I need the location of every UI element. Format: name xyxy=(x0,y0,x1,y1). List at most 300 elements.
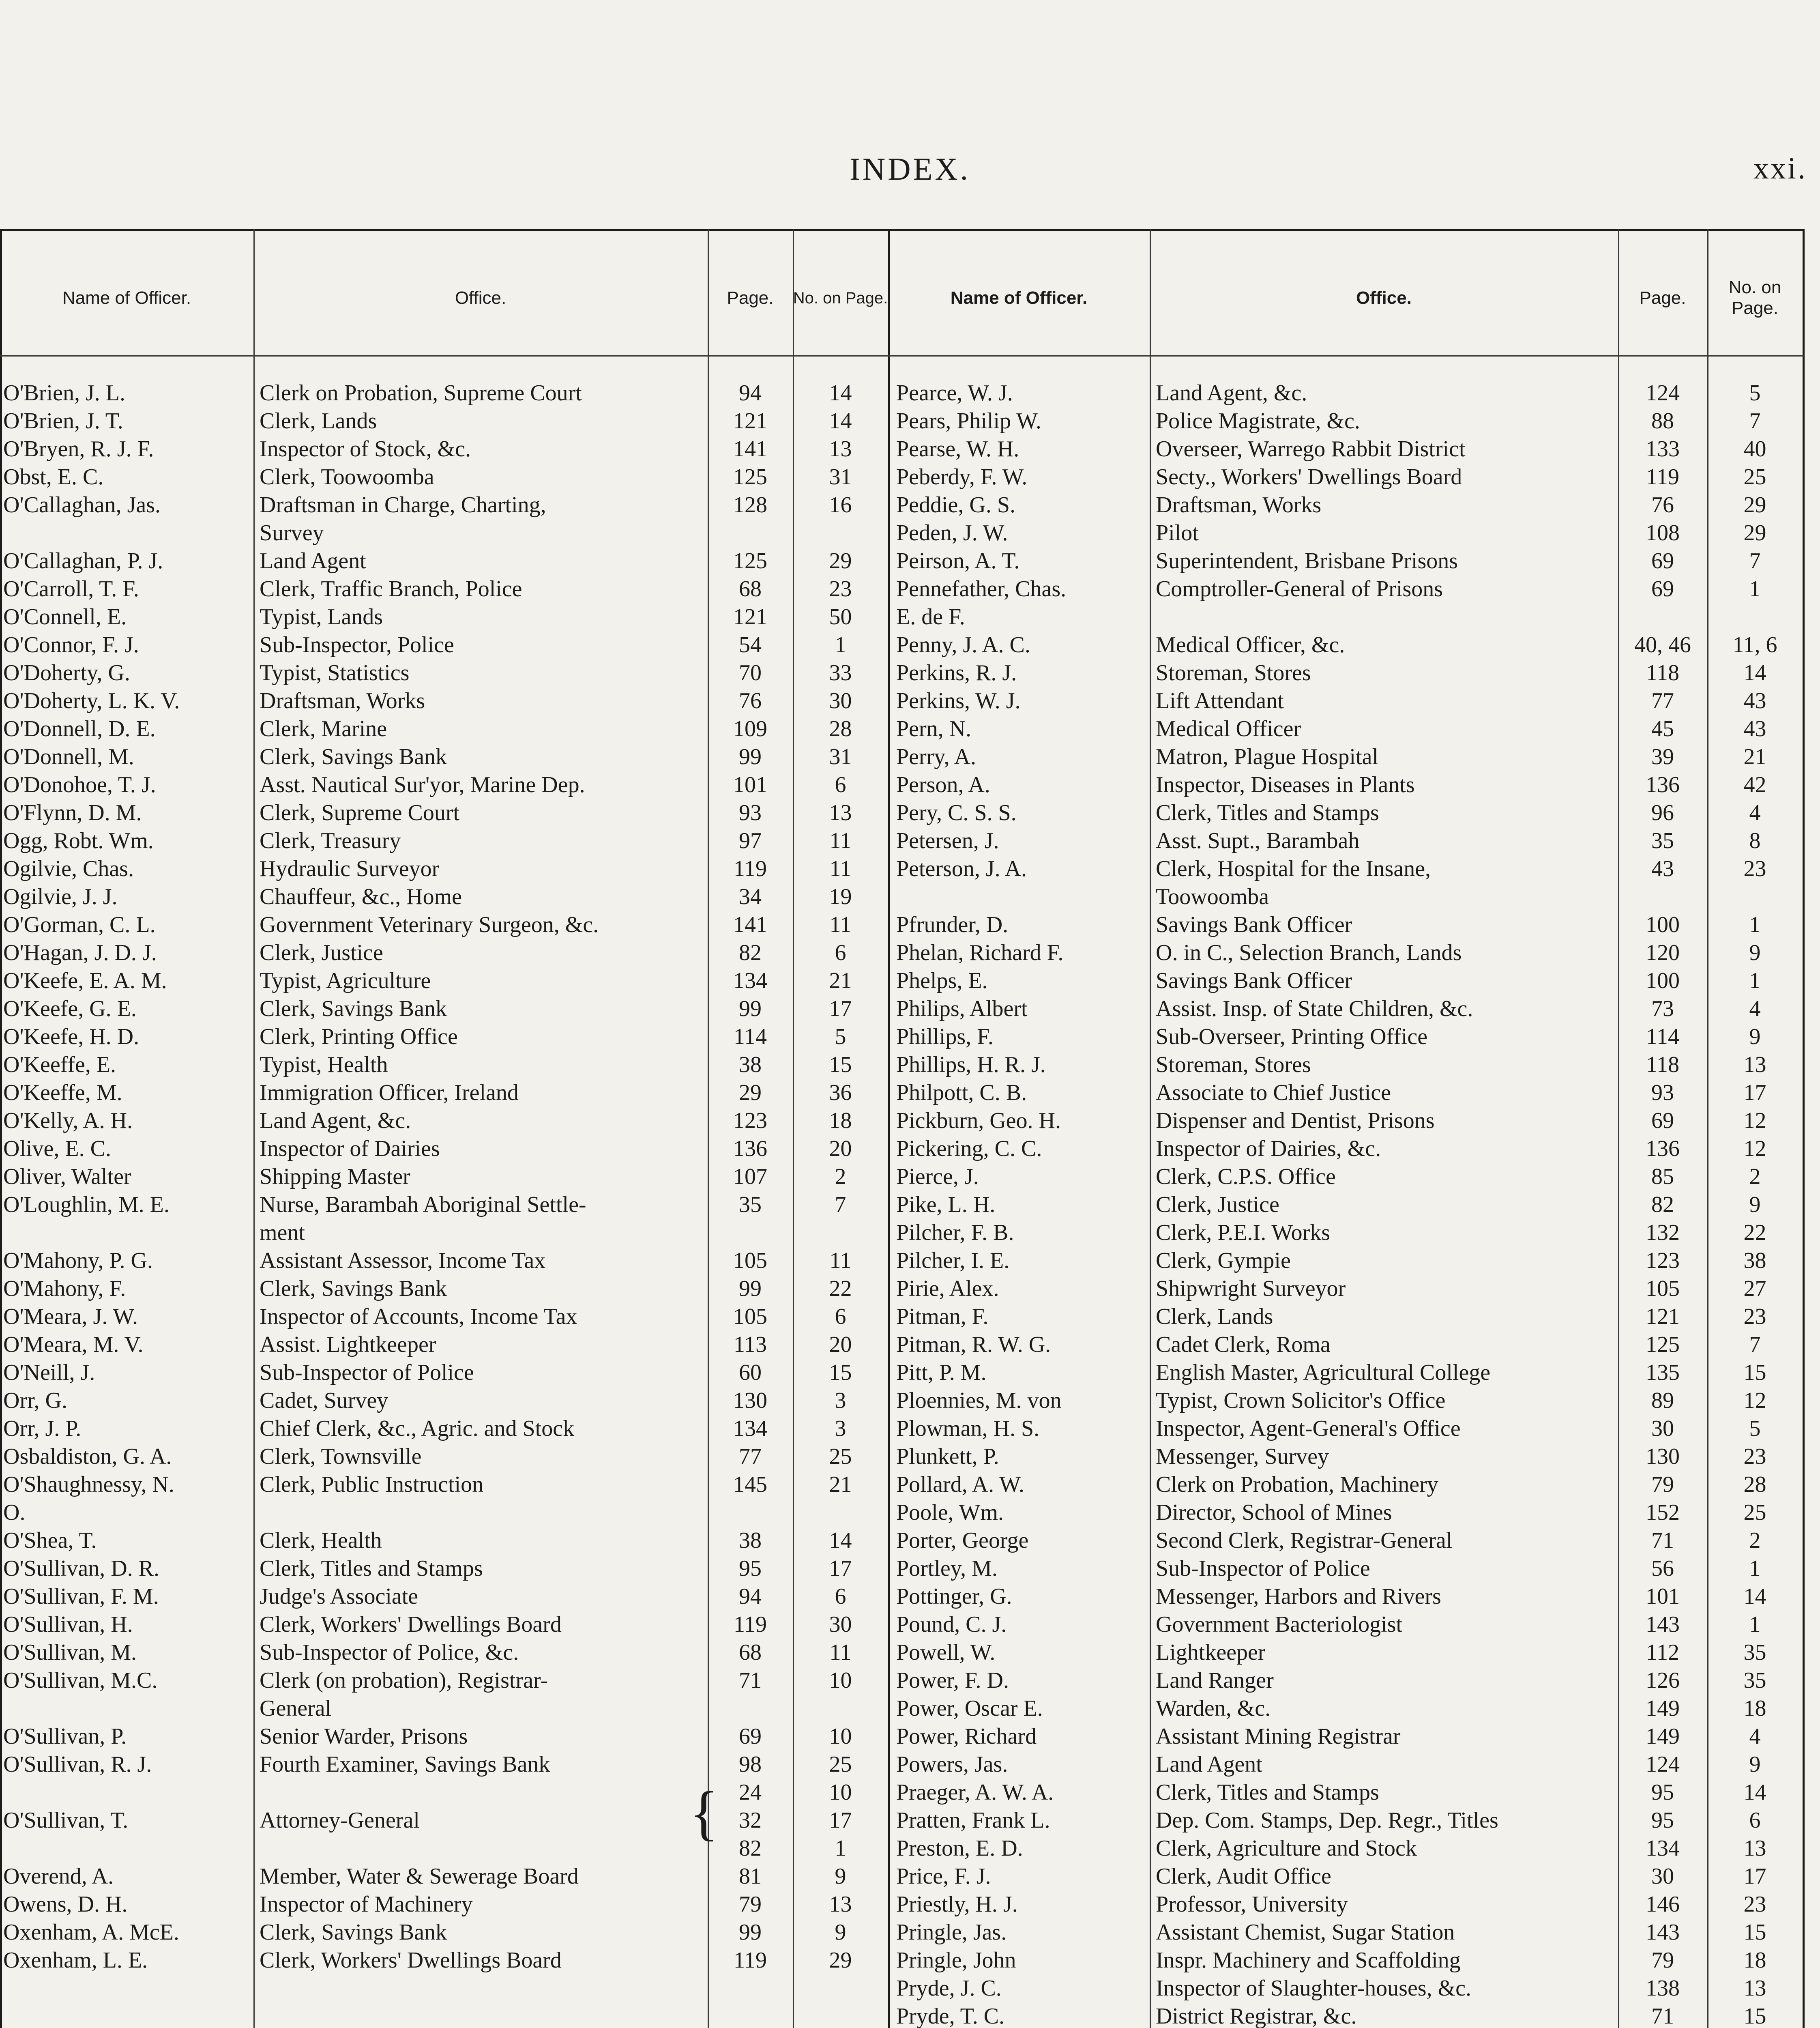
page-ref: 124 xyxy=(1646,380,1680,406)
officer-name: Ogg, Robt. Wm. xyxy=(3,828,154,853)
office-title: Superintendent, Brisbane Prisons xyxy=(1156,548,1458,574)
officer-name: Poole, Wm. xyxy=(896,1500,1004,1525)
entry-number: 40 xyxy=(1743,436,1766,462)
page-ref: 134 xyxy=(733,968,767,993)
office-title: Land Agent, &c. xyxy=(260,1108,411,1133)
entry-number: 4 xyxy=(1749,996,1761,1021)
entry-number: 21 xyxy=(829,1472,852,1497)
table-row xyxy=(0,1275,1804,1303)
officer-name: Pike, L. H. xyxy=(896,1192,996,1217)
page-ref: 95 xyxy=(1651,1808,1674,1833)
page-ref: 113 xyxy=(734,1332,767,1357)
entry-number: 27 xyxy=(1743,1276,1766,1301)
office-title: Draftsman in Charge, Charting, xyxy=(260,492,546,518)
table-row xyxy=(0,715,1804,743)
page-ref: 136 xyxy=(733,1136,767,1161)
officer-name: Petersen, J. xyxy=(896,828,999,853)
entry-number: 12 xyxy=(1743,1136,1766,1161)
table-row xyxy=(0,883,1804,911)
page-ref: 71 xyxy=(1651,1528,1674,1553)
header-no-on-page: No. on Page. xyxy=(793,289,888,307)
page-ref: 71 xyxy=(739,1668,762,1693)
entry-number: 25 xyxy=(1743,464,1766,490)
header-name-right: Name of Officer. xyxy=(950,288,1088,308)
office-title: Inspector of Dairies, &c. xyxy=(1156,1136,1381,1161)
officer-name: Philpott, C. B. xyxy=(896,1080,1027,1105)
entry-number: 23 xyxy=(829,576,852,602)
office-title: Cadet Clerk, Roma xyxy=(1156,1332,1331,1357)
table-row xyxy=(0,855,1804,883)
officer-name: O'Donohoe, T. J. xyxy=(3,772,156,797)
entry-number: 1 xyxy=(835,1836,846,1861)
table-row xyxy=(0,799,1804,827)
entry-number: 12 xyxy=(1743,1388,1766,1413)
entry-number: 1 xyxy=(1749,1556,1761,1581)
table-row xyxy=(0,1891,1804,1918)
officer-name: Oliver, Walter xyxy=(3,1164,131,1189)
officer-name: O'Shea, T. xyxy=(3,1528,97,1553)
entry-number: 23 xyxy=(1743,1304,1766,1329)
entry-number: 13 xyxy=(829,436,852,462)
officer-name: O'Keefe, E. A. M. xyxy=(3,968,167,993)
page-ref: 141 xyxy=(733,436,767,462)
officer-name: Olive, E. C. xyxy=(3,1136,111,1161)
office-title: General xyxy=(260,1696,332,1721)
officer-name: O. xyxy=(3,1500,26,1525)
officer-name: O'Brien, J. T. xyxy=(3,408,123,434)
page-ref: 105 xyxy=(1646,1276,1680,1301)
page-ref: 69 xyxy=(1651,1108,1674,1133)
office-title: Clerk, Health xyxy=(260,1528,382,1553)
officer-name: O'Doherty, L. K. V. xyxy=(3,688,180,713)
table-row xyxy=(0,995,1804,1023)
entry-number: 7 xyxy=(1749,408,1761,434)
entry-number: 11 xyxy=(829,1640,852,1665)
officer-name: O'Connell, E. xyxy=(3,604,127,629)
page-ref: 143 xyxy=(1646,1612,1680,1637)
entry-number: 21 xyxy=(1743,744,1766,769)
page-ref: 126 xyxy=(1646,1668,1680,1693)
entry-number: 11 xyxy=(829,1248,852,1273)
office-title: Lift Attendant xyxy=(1156,688,1284,713)
page-ref: 118 xyxy=(1646,660,1679,685)
table-row xyxy=(0,1695,1804,1723)
officer-name: Powell, W. xyxy=(896,1640,996,1665)
table-row xyxy=(0,1751,1804,1779)
office-title: Typist, Statistics xyxy=(260,660,410,685)
officer-name: O'Kelly, A. H. xyxy=(3,1108,133,1133)
page-ref: 68 xyxy=(739,1640,762,1665)
entry-number: 14 xyxy=(829,1528,852,1553)
page-ref: 71 xyxy=(1651,2004,1674,2028)
entry-number: 13 xyxy=(829,1892,852,1917)
officer-name: Ogilvie, Chas. xyxy=(3,856,134,881)
page-ref: 119 xyxy=(734,1612,767,1637)
entry-number: 6 xyxy=(835,1584,846,1609)
entry-number: 10 xyxy=(829,1668,852,1693)
office-title: Clerk, Agriculture and Stock xyxy=(1156,1836,1417,1861)
officer-name: Preston, E. D. xyxy=(896,1836,1023,1861)
page-ref: 99 xyxy=(739,1276,762,1301)
entry-number: 17 xyxy=(829,1808,852,1833)
page-ref: 82 xyxy=(739,1836,762,1861)
table-row xyxy=(0,1135,1804,1163)
entry-number: 30 xyxy=(829,1612,852,1637)
entry-number: 17 xyxy=(829,1556,852,1581)
page-ref: 112 xyxy=(1646,1640,1679,1665)
office-title: Director, School of Mines xyxy=(1156,1500,1392,1525)
officer-name: Pringle, John xyxy=(896,1948,1016,1973)
office-title: Police Magistrate, &c. xyxy=(1156,408,1360,434)
officer-name: O'Callaghan, P. J. xyxy=(3,548,163,574)
page-ref: 69 xyxy=(1651,548,1674,574)
officer-name: Pringle, Jas. xyxy=(896,1920,1007,1945)
entry-number: 14 xyxy=(1743,1780,1766,1805)
page-ref: 40, 46 xyxy=(1634,632,1691,657)
page-ref: 99 xyxy=(739,744,762,769)
page-ref: 97 xyxy=(739,828,762,853)
officer-name: Pennefather, Chas. xyxy=(896,576,1067,602)
entry-number: 5 xyxy=(1749,1416,1761,1441)
page-ref: 54 xyxy=(739,632,762,657)
officer-name: O'Sullivan, F. M. xyxy=(3,1584,159,1609)
entry-number: 9 xyxy=(1749,1024,1761,1049)
page-ref: 105 xyxy=(733,1248,767,1273)
office-title: Survey xyxy=(260,520,324,546)
entry-number: 22 xyxy=(1743,1220,1766,1245)
brace: { xyxy=(689,1779,719,1847)
officer-name: Pitman, R. W. G. xyxy=(896,1332,1051,1357)
entry-number: 15 xyxy=(1743,2004,1766,2028)
officer-name: O'Hagan, J. D. J. xyxy=(3,940,157,965)
office-title: Fourth Examiner, Savings Bank xyxy=(260,1752,550,1777)
entry-number: 18 xyxy=(1743,1948,1766,1973)
office-title: Judge's Associate xyxy=(260,1584,419,1609)
table-row xyxy=(0,575,1804,603)
entry-number: 21 xyxy=(829,968,852,993)
page-ref: 121 xyxy=(1646,1304,1680,1329)
officer-name: Pottinger, G. xyxy=(896,1584,1012,1609)
page-ref: 70 xyxy=(739,660,762,685)
office-title: Typist, Health xyxy=(260,1052,388,1077)
officer-name: Pilcher, F. B. xyxy=(896,1220,1014,1245)
entry-number: 6 xyxy=(835,1304,846,1329)
officer-name: O'Meara, M. V. xyxy=(3,1332,144,1357)
entry-number: 13 xyxy=(1743,1052,1766,1077)
entry-number: 17 xyxy=(1743,1864,1766,1889)
entry-number: 16 xyxy=(829,492,852,518)
officer-name: Pratten, Frank L. xyxy=(896,1808,1050,1833)
officer-name: Philips, Albert xyxy=(896,996,1028,1021)
office-title: Clerk, Audit Office xyxy=(1156,1864,1331,1889)
entry-number: 42 xyxy=(1743,772,1766,797)
page-ref: 24 xyxy=(739,1780,762,1805)
officer-name: Pitman, F. xyxy=(896,1304,989,1329)
officer-name: O'Sullivan, M. xyxy=(3,1640,137,1665)
table-row xyxy=(0,1807,1804,1835)
entry-number: 9 xyxy=(835,1864,846,1889)
officer-name: Pirie, Alex. xyxy=(896,1276,999,1301)
office-title: Immigration Officer, Ireland xyxy=(260,1080,519,1105)
office-title: Secty., Workers' Dwellings Board xyxy=(1156,464,1462,490)
page-ref: 136 xyxy=(1646,1136,1680,1161)
table-row xyxy=(0,1527,1804,1555)
office-title: Asst. Nautical Sur'yor, Marine Dep. xyxy=(260,772,585,797)
office-title: Pilot xyxy=(1156,520,1199,546)
office-title: Assist. Insp. of State Children, &c. xyxy=(1156,996,1473,1021)
entry-number: 14 xyxy=(829,380,852,406)
table-row xyxy=(0,1667,1804,1695)
officer-name: Owens, D. H. xyxy=(3,1892,128,1917)
officer-name: Pears, Philip W. xyxy=(896,408,1041,434)
office-title: Land Agent xyxy=(1156,1752,1262,1777)
entry-number: 9 xyxy=(1749,1752,1761,1777)
officer-name: Powers, Jas. xyxy=(896,1752,1008,1777)
entry-number: 14 xyxy=(1743,1584,1766,1609)
officer-name: Porter, George xyxy=(896,1528,1029,1553)
table-row xyxy=(0,379,1804,407)
table-row xyxy=(0,1359,1804,1387)
entry-number: 7 xyxy=(1749,548,1761,574)
office-title: Comptroller-General of Prisons xyxy=(1156,576,1443,602)
office-title: Asst. Supt., Barambah xyxy=(1156,828,1360,853)
page-ref: 79 xyxy=(739,1892,762,1917)
entry-number: 9 xyxy=(1749,1192,1761,1217)
officer-name: E. de F. xyxy=(896,604,965,629)
page-ref: 138 xyxy=(1646,1976,1680,2001)
entry-number: 1 xyxy=(1749,576,1761,602)
entry-number: 14 xyxy=(829,408,852,434)
office-title: Hydraulic Surveyor xyxy=(260,856,440,881)
entry-number: 19 xyxy=(829,884,852,909)
office-title: District Registrar, &c. xyxy=(1156,2004,1357,2028)
page-ref: 105 xyxy=(733,1304,767,1329)
entry-number: 15 xyxy=(829,1052,852,1077)
entry-number: 43 xyxy=(1743,688,1766,713)
officer-name: Pearce, W. J. xyxy=(896,380,1013,406)
office-title: Dep. Com. Stamps, Dep. Regr., Titles xyxy=(1156,1808,1498,1833)
entry-number: 10 xyxy=(829,1780,852,1805)
page-ref: 35 xyxy=(1651,828,1674,853)
page-ref: 99 xyxy=(739,1920,762,1945)
office-title: Clerk, Justice xyxy=(260,940,383,965)
table-row xyxy=(0,435,1804,463)
header-page-right: Page. xyxy=(1639,288,1686,308)
page-ref: 82 xyxy=(1651,1192,1674,1217)
entry-number: 29 xyxy=(829,548,852,574)
table-row xyxy=(0,1499,1804,1527)
entry-number: 9 xyxy=(835,1920,846,1945)
page-ref: 98 xyxy=(739,1752,762,1777)
entry-number: 17 xyxy=(1743,1080,1766,1105)
office-title: Storeman, Stores xyxy=(1156,1052,1311,1077)
office-title: Land Agent xyxy=(260,548,366,574)
header-office: Office. xyxy=(455,288,507,308)
entry-number: 4 xyxy=(1749,1724,1761,1749)
page-ref: 119 xyxy=(734,1948,767,1973)
table-row xyxy=(0,1555,1804,1583)
office-title: Matron, Plague Hospital xyxy=(1156,744,1379,769)
table-row xyxy=(0,1191,1804,1219)
officer-name: Peterson, J. A. xyxy=(896,856,1027,881)
office-title: Medical Officer, &c. xyxy=(1156,632,1345,657)
office-title: Clerk, Treasury xyxy=(260,828,401,853)
table-row xyxy=(0,743,1804,771)
entry-number: 4 xyxy=(1749,800,1761,825)
page-ref: 135 xyxy=(1646,1360,1680,1385)
page-ref: 130 xyxy=(733,1388,767,1413)
officer-name: Phelps, E. xyxy=(896,968,988,993)
officer-name: Pickering, C. C. xyxy=(896,1136,1042,1161)
page-ref: 95 xyxy=(1651,1780,1674,1805)
office-title: Professor, University xyxy=(1156,1892,1348,1917)
table-row xyxy=(0,1415,1804,1443)
table-row xyxy=(0,1611,1804,1639)
entry-number: 11 xyxy=(829,912,852,937)
office-title: Clerk, Gympie xyxy=(1156,1248,1291,1273)
page-ref: 123 xyxy=(733,1108,767,1133)
office-title: Assistant Assessor, Income Tax xyxy=(260,1248,546,1273)
officer-name: O'Donnell, M. xyxy=(3,744,134,769)
page-ref: 93 xyxy=(739,800,762,825)
office-title: Clerk, Savings Bank xyxy=(260,1276,447,1301)
page-ref: 30 xyxy=(1651,1864,1674,1889)
table-row xyxy=(0,1079,1804,1107)
table-row xyxy=(0,603,1804,631)
office-title: Sub-Overseer, Printing Office xyxy=(1156,1024,1428,1049)
header-name: Name of Officer. xyxy=(62,288,191,308)
entry-number: 22 xyxy=(829,1276,852,1301)
page-ref: 124 xyxy=(1646,1752,1680,1777)
officer-name: Pilcher, I. E. xyxy=(896,1248,1010,1273)
office-title: Clerk, Lands xyxy=(1156,1304,1273,1329)
entry-number: 5 xyxy=(835,1024,846,1049)
office-title: Inspector, Agent-General's Office xyxy=(1156,1416,1461,1441)
officer-name: O'Sullivan, T. xyxy=(3,1808,129,1833)
office-title: Shipping Master xyxy=(260,1164,410,1189)
office-title: Inspr. Machinery and Scaffolding xyxy=(1156,1948,1461,1973)
office-title: English Master, Agricultural College xyxy=(1156,1360,1491,1385)
page-ref: 45 xyxy=(1651,716,1674,741)
office-title: Clerk, Justice xyxy=(1156,1192,1279,1217)
page-ref: 38 xyxy=(739,1052,762,1077)
officer-name: Pollard, A. W. xyxy=(896,1472,1024,1497)
entry-number: 10 xyxy=(829,1724,852,1749)
entry-number: 35 xyxy=(1743,1668,1766,1693)
entry-number: 15 xyxy=(1743,1920,1766,1945)
page-ref: 82 xyxy=(739,940,762,965)
entry-number: 31 xyxy=(829,744,852,769)
officer-name: O'Brien, J. L. xyxy=(3,380,125,406)
table-row xyxy=(0,1303,1804,1331)
entry-number: 28 xyxy=(829,716,852,741)
office-title: Assistant Mining Registrar xyxy=(1156,1724,1401,1749)
table-row xyxy=(0,407,1804,435)
page-ref: 77 xyxy=(739,1444,762,1469)
entry-number: 23 xyxy=(1743,1892,1766,1917)
office-title: Sub-Inspector of Police, &c. xyxy=(260,1640,519,1665)
officer-name: Power, F. D. xyxy=(896,1668,1009,1693)
page-ref: 114 xyxy=(1646,1024,1679,1049)
entry-number: 5 xyxy=(1749,380,1761,406)
page-ref: 38 xyxy=(739,1528,762,1553)
officer-name: Pfrunder, D. xyxy=(896,912,1009,937)
office-title: Attorney-General xyxy=(260,1808,420,1833)
page-ref: 123 xyxy=(1646,1248,1680,1273)
page-ref: 99 xyxy=(739,996,762,1021)
entry-number: 28 xyxy=(1743,1472,1766,1497)
page-ref: 119 xyxy=(1646,464,1679,490)
table-row xyxy=(0,1835,1804,1863)
page-ref: 96 xyxy=(1651,800,1674,825)
page-ref: 69 xyxy=(1651,576,1674,602)
entry-number: 29 xyxy=(1743,492,1766,518)
office-title: Clerk, Titles and Stamps xyxy=(1156,800,1379,825)
page-ref: 143 xyxy=(1646,1920,1680,1945)
officer-name: O'Donnell, D. E. xyxy=(3,716,156,741)
office-title: Clerk, Savings Bank xyxy=(260,1920,447,1945)
office-title: Land Ranger xyxy=(1156,1668,1274,1693)
page-ref: 134 xyxy=(733,1416,767,1441)
table-row xyxy=(0,631,1804,659)
page-ref: 95 xyxy=(739,1556,762,1581)
page-ref: 39 xyxy=(1651,744,1674,769)
page-ref: 121 xyxy=(733,604,767,629)
office-title: Inspector of Stock, &c. xyxy=(260,436,471,462)
page-ref: 121 xyxy=(733,408,767,434)
page-ref: 100 xyxy=(1646,912,1680,937)
officer-name: Pearse, W. H. xyxy=(896,436,1019,462)
table-row xyxy=(0,659,1804,687)
officer-name: O'Meara, J. W. xyxy=(3,1304,138,1329)
page-ref: 145 xyxy=(733,1472,767,1497)
entry-number: 2 xyxy=(1749,1164,1761,1189)
entry-number: 29 xyxy=(1743,520,1766,546)
table-row xyxy=(0,771,1804,799)
entry-number: 20 xyxy=(829,1332,852,1357)
entry-number: 38 xyxy=(1743,1248,1766,1273)
office-title: Second Clerk, Registrar-General xyxy=(1156,1528,1453,1553)
office-title: Sub-Inspector, Police xyxy=(260,632,454,657)
entry-number: 29 xyxy=(829,1948,852,1973)
page-ref: 125 xyxy=(733,464,767,490)
table-row xyxy=(0,1387,1804,1415)
entry-number: 50 xyxy=(829,604,852,629)
entry-number: 1 xyxy=(1749,968,1761,993)
table-row xyxy=(0,1051,1804,1079)
entry-number: 11 xyxy=(829,828,852,853)
table-row xyxy=(0,1247,1804,1275)
officer-name: O'Shaughnessy, N. xyxy=(3,1472,174,1497)
office-title: Clerk on Probation, Machinery xyxy=(1156,1472,1438,1497)
entry-number: 1 xyxy=(835,632,846,657)
page-ref: 73 xyxy=(1651,996,1674,1021)
page-ref: 89 xyxy=(1651,1388,1674,1413)
office-title: Typist, Agriculture xyxy=(260,968,431,993)
officer-name: Plunkett, P. xyxy=(896,1444,999,1469)
page-ref: 79 xyxy=(1651,1948,1674,1973)
office-title: Clerk on Probation, Supreme Court xyxy=(260,380,582,406)
officer-name: Perry, A. xyxy=(896,744,977,769)
office-title: Sub-Inspector of Police xyxy=(260,1360,474,1385)
entry-number: 15 xyxy=(829,1360,852,1385)
office-title: Clerk, Savings Bank xyxy=(260,744,447,769)
office-title: Clerk, Titles and Stamps xyxy=(260,1556,483,1581)
officer-name: Pery, C. S. S. xyxy=(896,800,1017,825)
entry-number: 13 xyxy=(1743,1836,1766,1861)
officer-name: Plowman, H. S. xyxy=(896,1416,1040,1441)
officer-name: Priestly, H. J. xyxy=(896,1892,1018,1917)
